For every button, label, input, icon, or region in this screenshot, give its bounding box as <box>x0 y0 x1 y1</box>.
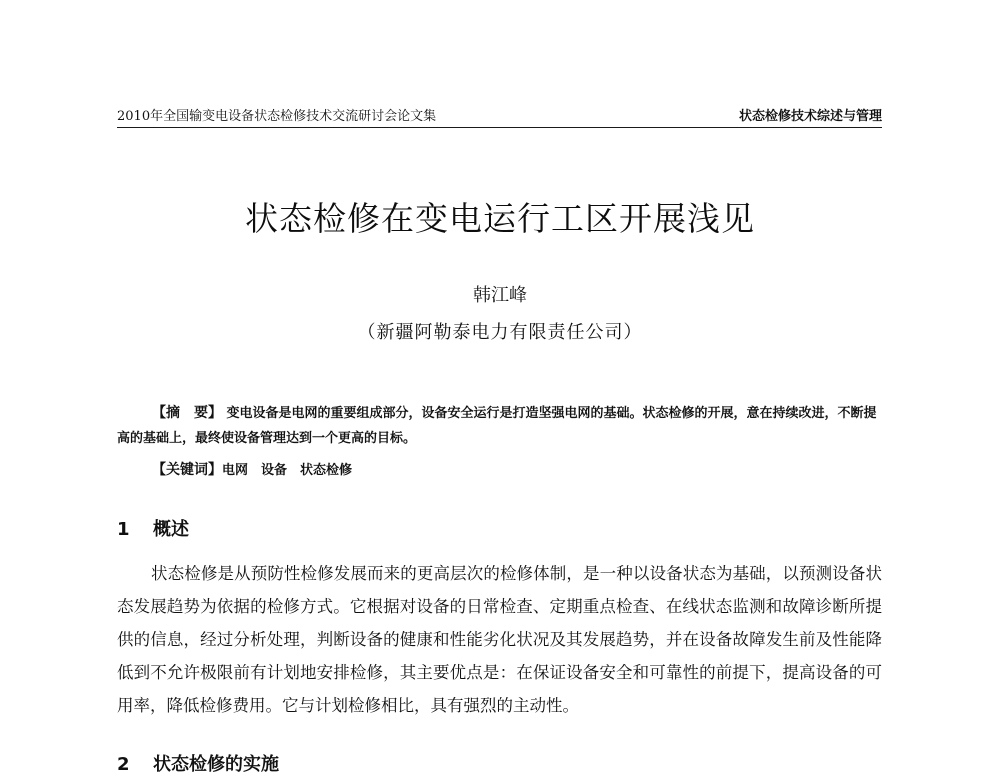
author-affiliation: （新疆阿勒泰电力有限责任公司） <box>357 322 643 343</box>
running-header <box>117 103 882 128</box>
section-number: 1 <box>117 519 130 540</box>
section-heading-1 <box>117 515 189 541</box>
abstract-label: 【摘 要】 <box>152 405 222 421</box>
header-proceedings-title: 2010年全国输变电设备状态检修技术交流研讨会论文集 <box>117 109 437 124</box>
header-section-title: 状态检修技术综述与管理 <box>738 109 882 124</box>
abstract-text: 变电设备是电网的重要组成部分，设备安全运行是打造坚强电网的基础。状态检修的开展，意在持续改进，不断提高的基础上，最终使设备管理达到一个更高的目标。 <box>117 406 877 446</box>
section-title: 概述 <box>153 519 189 540</box>
section-number: 2 <box>117 754 130 775</box>
section-title: 状态检修的实施 <box>153 754 279 775</box>
keywords-text: 电网 设备 状态检修 <box>222 463 353 478</box>
paper-title: 状态检修在变电运行工区开展浅见 <box>245 199 755 238</box>
section-heading-2 <box>117 750 279 776</box>
abstract <box>117 401 882 451</box>
keywords <box>152 459 352 479</box>
keywords-label: 【关键词】 <box>152 462 222 478</box>
body-paragraph: 状态检修是从预防性检修发展而来的更高层次的检修体制，是一种以设备状态为基础，以预测设备状态发展趋势为依据的检修方式。它根据对设备的日常检查、定期重点检查、在线状态监测和故障诊断所提供的信息，经过分析处理，判断设备的健康和性能劣化状况及其发展趋势，并在设备故障发生前及性能降低到不允许极限前有计划地安排检修，其主要优点是：在保证设备安全和可靠性的前提下，提高设备的可用率，降低检修费用。它与计划检修相比，具有强烈的主动性。 <box>117 564 882 715</box>
author-name: 韩江峰 <box>473 285 527 306</box>
